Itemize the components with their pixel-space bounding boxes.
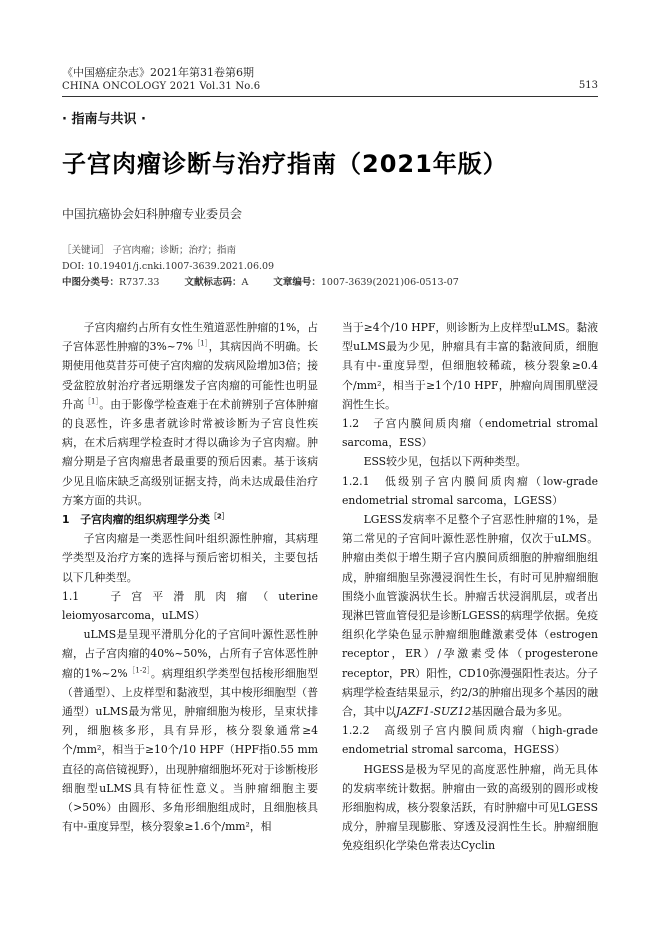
journal-name-en: CHINA ONCOLOGY 2021 Vol.31 No.6 bbox=[62, 81, 261, 92]
article-no-label: 文章编号： bbox=[273, 277, 321, 288]
article-meta bbox=[62, 243, 459, 291]
page-number: 513 bbox=[578, 80, 598, 91]
article-no-value: 1007-3639(2021)06-0513-07 bbox=[320, 277, 459, 288]
clc-value: R737.33 bbox=[119, 277, 160, 288]
section-1-1-heading: 1.1 子宫平滑肌肉瘤（uterine leiomyosarcoma，uLMS） bbox=[62, 589, 318, 623]
article-title: 子宫肉瘤诊断与治疗指南（2021年版） bbox=[62, 150, 508, 178]
section-1-paragraph: 子宫肉瘤是一类恶性间叶组织源性肿瘤，其病理学类型及治疗方案的选择与预后密切相关，主要包括以下几种类型。 bbox=[62, 532, 318, 584]
article-author: 中国抗癌协会妇科肿瘤专业委员会 bbox=[62, 207, 243, 221]
citation: ［1-2］ bbox=[127, 666, 151, 675]
citation: ［2］ bbox=[209, 512, 229, 521]
section-1-2-2-heading: 1.2.2 高级别子宫内膜间质肉瘤（high-grade endometrial stromal sarcoma，HGESS） bbox=[342, 724, 598, 757]
journal-header bbox=[62, 66, 260, 94]
gene-name: JAZF1 bbox=[395, 705, 430, 719]
doc-code-value: A bbox=[241, 277, 249, 288]
section-1-2-1-paragraph: LGESS发病率不足整个子宫恶性肿瘤的1%，是第二常见的子宫间叶源性恶性肿瘤，仅次于uLMS。肿瘤由类似于增生期子宫内膜间质细胞的肿瘤细胞组成，肿瘤细胞呈弥漫浸润性生长，有时可见肿瘤细胞围绕小血管漩涡状生长。肿瘤舌状浸润肌层，或者出现淋巴管血管侵犯是诊断LGESS的病理学依据。免疫组织化学染色显示肿瘤细胞雌激素受体（estrogen receptor，ER）/孕激素受体（progesterone receptor，PR）阳性，CD10弥漫强阳性表达。分子病理学检查结果显示，约2/3的肿瘤出现多个基因的融合，其中以JAZF1-SUZ12基因融合最为多见。 bbox=[342, 513, 598, 719]
right-column bbox=[342, 318, 598, 856]
section-1-2-1-heading: 1.2.1 低级别子宫内膜间质肉瘤（low-grade endometrial stromal sarcoma，LGESS） bbox=[342, 474, 598, 507]
section-1-1-paragraph: uLMS是呈现平滑肌分化的子宫间叶源性恶性肿瘤，占子宫肉瘤的40%~50%，占所有子宫体恶性肿瘤的1%~2%$^{[1-2]}$。病理组织学类型包括梭形细胞型（普通型）、上皮样型和黏液型，其中梭形细胞型（普通型）uLMS最为常见，肿瘤细胞为梭形，呈束状排列，细胞核多形，具有异形，核分裂象通常≥4个/mm²，相当于≥10个/10 HPF（HPF指0.55 mm直径的高倍镜视野），出现肿瘤细胞坏死对于诊断梭形细胞型uLMS具有特征性意义。当肿瘤细胞主要（>50%）由圆形、多角形细胞组成时，且细胞核具有中-重度异型，核分裂象≥1.6个/mm²，相 bbox=[62, 628, 318, 834]
intro-paragraph: 子宫肉瘤约占所有女性生殖道恶性肿瘤的1%，占子宫体恶性肿瘤的3%~7%$^{[1]}$，其病因尚不明确。长期使用他莫昔芬可使子宫肉瘤的发病风险增加3倍；接受盆腔放射治疗者远期继发子宫肉瘤的可能性也明显升高$^{[1]}$。由于影像学检查难于在术前辨别子宫体肿瘤的良恶性，许多患者就诊时常被诊断为子宫良性疾病，在术后病理学检查时才得以确诊为子宫肉瘤。肿瘤分期是子宫肉瘤患者最重要的预后因素。基于该病少见且临床缺乏高级别证据支持，尚未达成最佳治疗方案方面的共识。 bbox=[62, 321, 319, 507]
section-1-2-paragraph: ESS较少见，包括以下两种类型。 bbox=[363, 455, 527, 469]
header-rule bbox=[62, 96, 598, 97]
doc-code-label: 文献标志码： bbox=[184, 277, 242, 288]
section-1-2-2-paragraph: HGESS是极为罕见的高度恶性肿瘤，尚无具体的发病率统计数据。肿瘤由一致的高级别的圆形或梭形细胞构成，核分裂象活跃，有时肿瘤中可见LGESS成分，肿瘤呈现膨胀、穿透及浸润性生长。肿瘤细胞免疫组织化学染色常表达Cyclin bbox=[342, 762, 598, 853]
section-1-heading: 1 子宫肉瘤的组织病理学分类$^{[2]}$ bbox=[62, 512, 229, 527]
citation: ［1］ bbox=[83, 397, 100, 406]
gene-name: SUZ12 bbox=[433, 705, 472, 719]
classification-line bbox=[62, 275, 459, 291]
keywords: 子宫肉瘤；诊断；治疗；指南 bbox=[112, 245, 237, 256]
citation: ［1］ bbox=[192, 339, 209, 348]
keywords-label: ［关键词］ bbox=[62, 245, 110, 256]
column-label: · 指南与共识 · bbox=[62, 112, 146, 127]
journal-name-cn: 《中国癌症杂志》2021年第31卷第6期 bbox=[62, 66, 254, 79]
doi: DOI: 10.19401/j.cnki.1007-3639.2021.06.09 bbox=[62, 261, 275, 272]
clc-label: 中图分类号： bbox=[62, 277, 120, 288]
continued-paragraph: 当于≥4个/10 HPF，则诊断为上皮样型uLMS。黏液型uLMS最为少见，肿瘤具有丰富的黏液间质，细胞具有中-重度异型，但细胞较稀疏，核分裂象≥0.4个/mm²，相当于≥1个/10 HPF，肿瘤向周围肌壁浸润性生长。 bbox=[342, 321, 598, 411]
section-1-2-heading: 1.2 子宫内膜间质肉瘤（endometrial stromal sarcoma，ESS） bbox=[342, 417, 598, 450]
left-column bbox=[62, 318, 318, 836]
keywords-line bbox=[62, 243, 459, 259]
